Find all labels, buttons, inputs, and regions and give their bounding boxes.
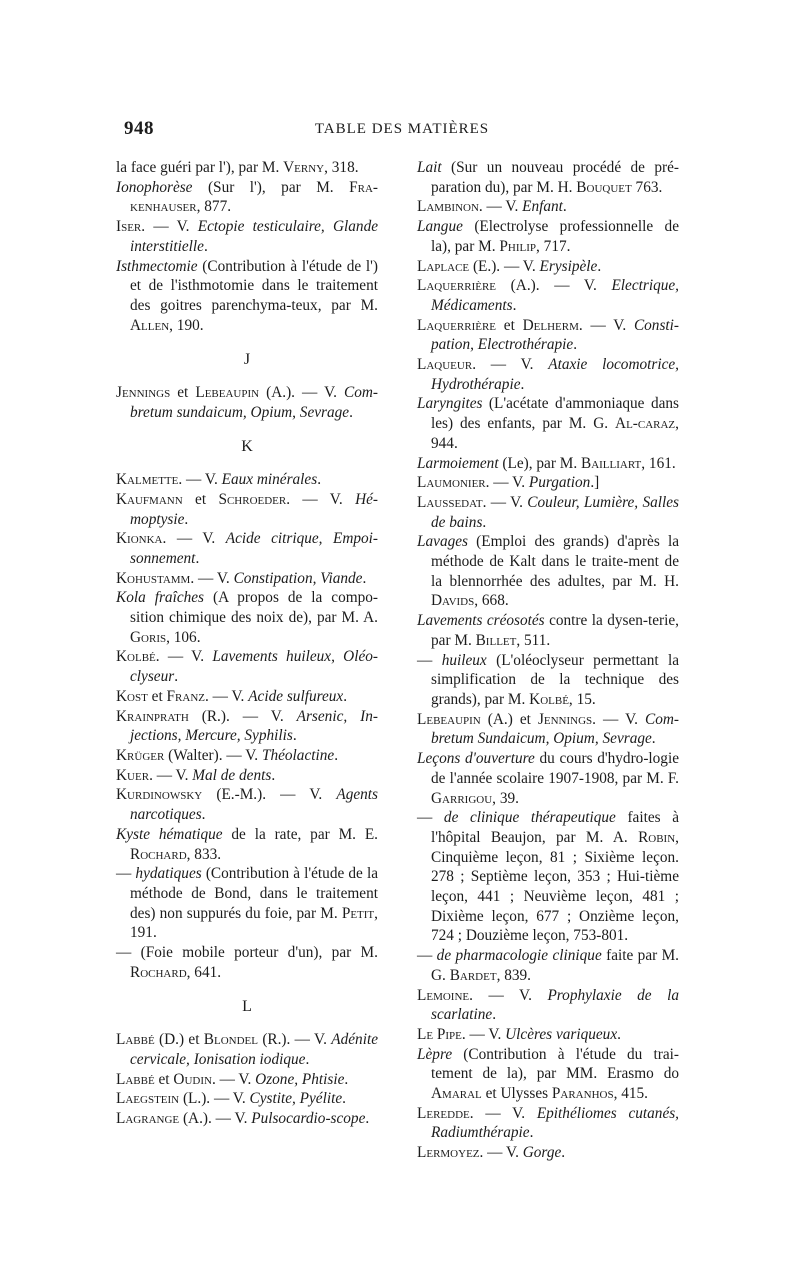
index-entry: Labbé (D.) et Blondel (R.). — V. Adénite cervicale, Ionisation iodique. [116, 1031, 378, 1068]
index-entry: Kaufmann et Schroeder. — V. Hé-moptysie. [116, 490, 378, 528]
index-entry: Larmoiement (Le), par M. Bailliart, 161. [417, 454, 676, 472]
index-entry: la face guéri par l'), par M. Verny, 318. [116, 159, 359, 176]
index-entry: Jennings et Lebeaupin (A.). — V. Com-bretum sundaicum, Opium, Sevrage. [116, 384, 378, 421]
index-entry: Laussedat. — V. Couleur, Lumière, Salles de bains. [417, 493, 679, 531]
index-entry: Le Pipe. — V. Ulcères variqueux. [417, 1025, 621, 1043]
index-entry: — huileux (L'oléoclyseur permettant la simplification de la technique des grands), par M. Kolbé, 15. [417, 651, 680, 708]
index-entry: Lagrange (A.). — V. Pulsocardio-scope. [116, 1109, 370, 1127]
index-entry: Kola fraîches (A propos de la compo-sition chimique des noix de), par M. A. Goris, 106. [116, 589, 379, 646]
index-entry: Krüger (Walter). — V. Théolactine. [116, 746, 339, 764]
index-entry: Labbé et Oudin. — V. Ozone, Phtisie. [116, 1070, 349, 1088]
index-entry: Kohustamm. — V. Constipation, Viande. [116, 569, 367, 587]
index-entry: Lebeaupin (A.) et Jennings. — V. Com-bretum Sundaicum, Opium, Sevrage. [417, 710, 680, 748]
index-entry: — de clinique thérapeutique faites à l'hôpital Beaujon, par M. A. Robin, Cinquième leçon, 81 ; Sixième leçon. 278 ; Septième leçon, 353 ; Hui-tième leçon, 441 ; Neuvième leçon, 481 ; Dixième leçon, 677 ; Onzième leçon, 724 ; Douzième leçon, 753-801. [417, 809, 679, 945]
index-entry: Kost et Franz. — V. Acide sulfureux. [116, 687, 348, 705]
index-entry: Laumonier. — V. Purgation.] [417, 474, 600, 492]
index-entry: Langue (Electrolyse professionnelle de la), par M. Philip, 717. [417, 218, 679, 255]
index-entry: Lermoyez. — V. Gorge. [417, 1144, 566, 1162]
index-entry: Kuer. — V. Mal de dents. [116, 766, 276, 784]
index-entry: Laqueur. — V. Ataxie locomotrice, Hydrothérapie. [417, 356, 679, 393]
index-entry: Leredde. — V. Epithéliomes cutanés, Radiumthérapie. [417, 1104, 680, 1142]
index-entry: Lait (Sur un nouveau procédé de pré-paration du), par M. H. Bouquet 763. [417, 159, 679, 196]
index-entry: Kurdinowsky (E.-M.). — V. Agents narcotiques. [116, 786, 378, 824]
section-letter: K [241, 438, 253, 456]
index-entry: Lavements créosotés contre la dysen-terie, par M. Billet, 511. [417, 612, 679, 649]
index-entry: Isthmectomie (Contribution à l'étude de l') et de l'isthmotomie dans le traitement des goitres parenchyma-teux, par M. Allen, 190. [116, 257, 378, 334]
index-entry: Laquerrière (A.). — V. Electrique, Médicaments. [417, 277, 679, 314]
section-letter: L [242, 998, 252, 1016]
index-entry: Kionka. — V. Acide citrique, Empoi-sonnement. [116, 530, 379, 567]
index-entry: Lambinon. — V. Enfant. [417, 198, 567, 216]
page-header [124, 118, 680, 142]
index-entry: Kyste hématique de la rate, par M. E. Rochard, 833. [116, 825, 379, 863]
right-column [417, 158, 679, 1163]
index-entry: — hydatiques (Contribution à l'étude de la méthode de Bond, dans le traitement des) non suppurés du foie, par M. Petit, 191. [116, 865, 378, 942]
index-entry: Krainprath (R.). — V. Arsenic, In-jections, Mercure, Syphilis. [116, 707, 378, 745]
index-entry: Leçons d'ouverture du cours d'hydro-logie de l'année scolaire 1907-1908, par M. F. Garrigou, 39. [417, 750, 679, 807]
index-entry: — de pharmacologie clinique faite par M. G. Bardet, 839. [417, 947, 679, 984]
index-entry: Laryngites (L'acétate d'ammoniaque dans les) des enfants, par M. G. Al-caraz, 944. [417, 395, 679, 452]
index-entry: Iser. — V. Ectopie testiculaire, Glande interstitielle. [116, 218, 379, 255]
index-entry: Lavages (Emploi des grands) d'après la méthode de Kalt dans le traite-ment de la blennorrhée des adultes, par M. H. Davids, 668. [417, 533, 679, 610]
section-letter: J [243, 351, 251, 369]
index-entry: Lèpre (Contribution à l'étude du trai-tement de la), par MM. Erasmo do Amaral et Ulysses Paranhos, 415. [417, 1045, 679, 1103]
index-entry: Lemoine. — V. Prophylaxie de la scarlatine. [417, 986, 680, 1024]
index-entry: Laquerrière et Delherm. — V. Consti-pation, Electrothérapie. [417, 316, 679, 354]
left-column [116, 158, 378, 1129]
index-entry: Kolbé. — V. Lavements huileux, Oléo-clyseur. [116, 648, 379, 686]
index-entry: Laplace (E.). — V. Erysipèle. [417, 257, 602, 275]
index-entry: — (Foie mobile porteur d'un), par M. Rochard, 641. [116, 944, 378, 981]
running-title: TABLE DES MATIÈRES [314, 121, 490, 137]
page-number: 948 [124, 118, 154, 139]
index-entry: Ionophorèse (Sur l'), par M. Fra-kenhauser, 877. [116, 178, 378, 216]
index-entry: Kalmette. — V. Eaux minérales. [116, 471, 322, 489]
index-entry: Laegstein (L.). — V. Cystite, Pyélite. [116, 1090, 346, 1108]
